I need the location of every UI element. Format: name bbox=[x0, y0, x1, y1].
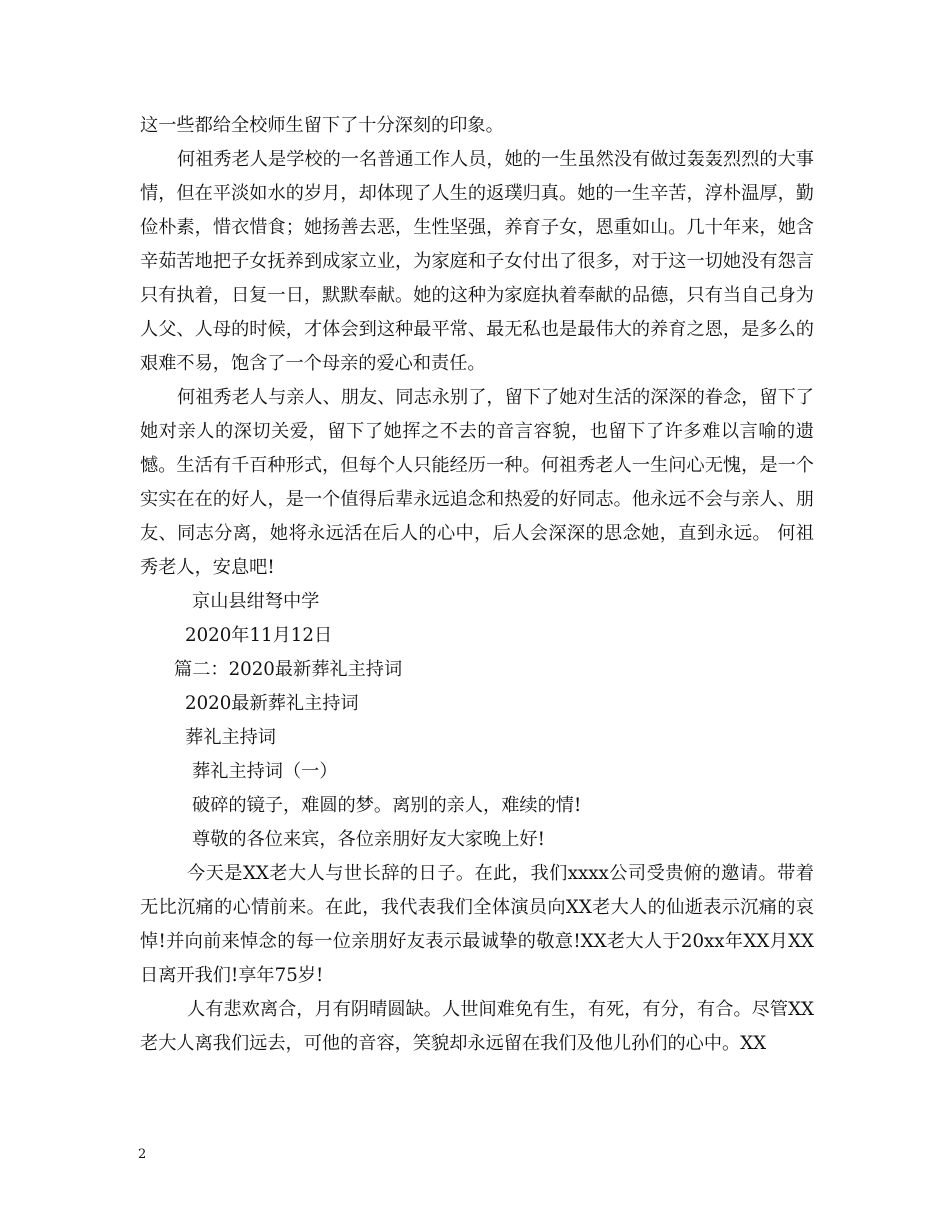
signature-school: 京山县绀弩中学 bbox=[192, 591, 320, 612]
paragraph-farewell: 何祖秀老人与亲人、朋友、同志永别了，留下了她对生活的深深的眷念，留下了她对亲人的深切关爱，留下了她挥之不去的音言容貌，也留下了许多难以言喻的遗憾。生活有千百种形式，但每个人只能经历一种。何祖秀老人一生问心无愧，是一个实实在在的好人，是一个值得后辈永远追念和热爱的好同志。他永远不会与亲人、朋友、同志分离，她将永远活在后人的心中，后人会深深的思念她，直到永远。 何祖秀老人，安息吧! bbox=[140, 387, 814, 578]
paragraph-tribute: 何祖秀老人是学校的一名普通工作人员，她的一生虽然没有做过轰轰烈烈的大事情，但在平淡如水的岁月，却体现了人生的返璞归真。她的一生辛苦，淳朴温厚，勤俭朴素，惜衣惜食；她扬善去恶，生性坚强，养育子女，恩重如山。几十年来，她含辛茹苦地把子女抚养到成家立业，为家庭和子女付出了很多，对于这一切她没有怨言只有执着，日复一日，默默奉献。她的这种为家庭执着奉献的品德，只有当自己身为人父、人母的时候，才体会到这种最平常、最无私也是最伟大的养育之恩，是多么的艰难不易，饱含了一个母亲的爱心和责任。 bbox=[140, 149, 814, 374]
subsection-heading: 葬礼主持词（一） bbox=[192, 761, 338, 782]
section-heading: 篇二：2020最新葬礼主持词 bbox=[174, 659, 403, 680]
document-title: 2020最新葬礼主持词 bbox=[185, 693, 359, 714]
paragraph-greeting: 尊敬的各位来宾，各位亲朋好友大家晚上好! bbox=[192, 829, 545, 850]
document-subtitle: 葬礼主持词 bbox=[185, 727, 276, 748]
paragraph-opening-line: 破碎的镜子，难圆的梦。离别的亲人，难续的情! bbox=[192, 795, 582, 816]
paragraph-announcement: 今天是XX老大人与世长辞的日子。在此，我们xxxx公司受贵俯的邀请。带着无比沉痛的心情前来。在此，我代表我们全体演员向XX老大人的仙逝表示沉痛的哀悼!并向前来悼念的每一位亲朋好友表示最诚挚的敬意!XX老大人于20xx年XX月XX日离开我们!享年75岁! bbox=[140, 863, 814, 986]
page-number: 2 bbox=[138, 1147, 147, 1162]
signature-date: 2020年11月12日 bbox=[185, 625, 333, 646]
document-body bbox=[140, 109, 814, 1061]
paragraph-continuation: 这一些都给全校师生留下了十分深刻的印象。 bbox=[140, 115, 504, 136]
paragraph-reflection: 人有悲欢离合，月有阴晴圆缺。人世间难免有生，有死，有分，有合。尽管XX老大人离我们远去，可他的音容，笑貌却永远留在我们及他儿孙们的心中。XX bbox=[140, 999, 814, 1054]
